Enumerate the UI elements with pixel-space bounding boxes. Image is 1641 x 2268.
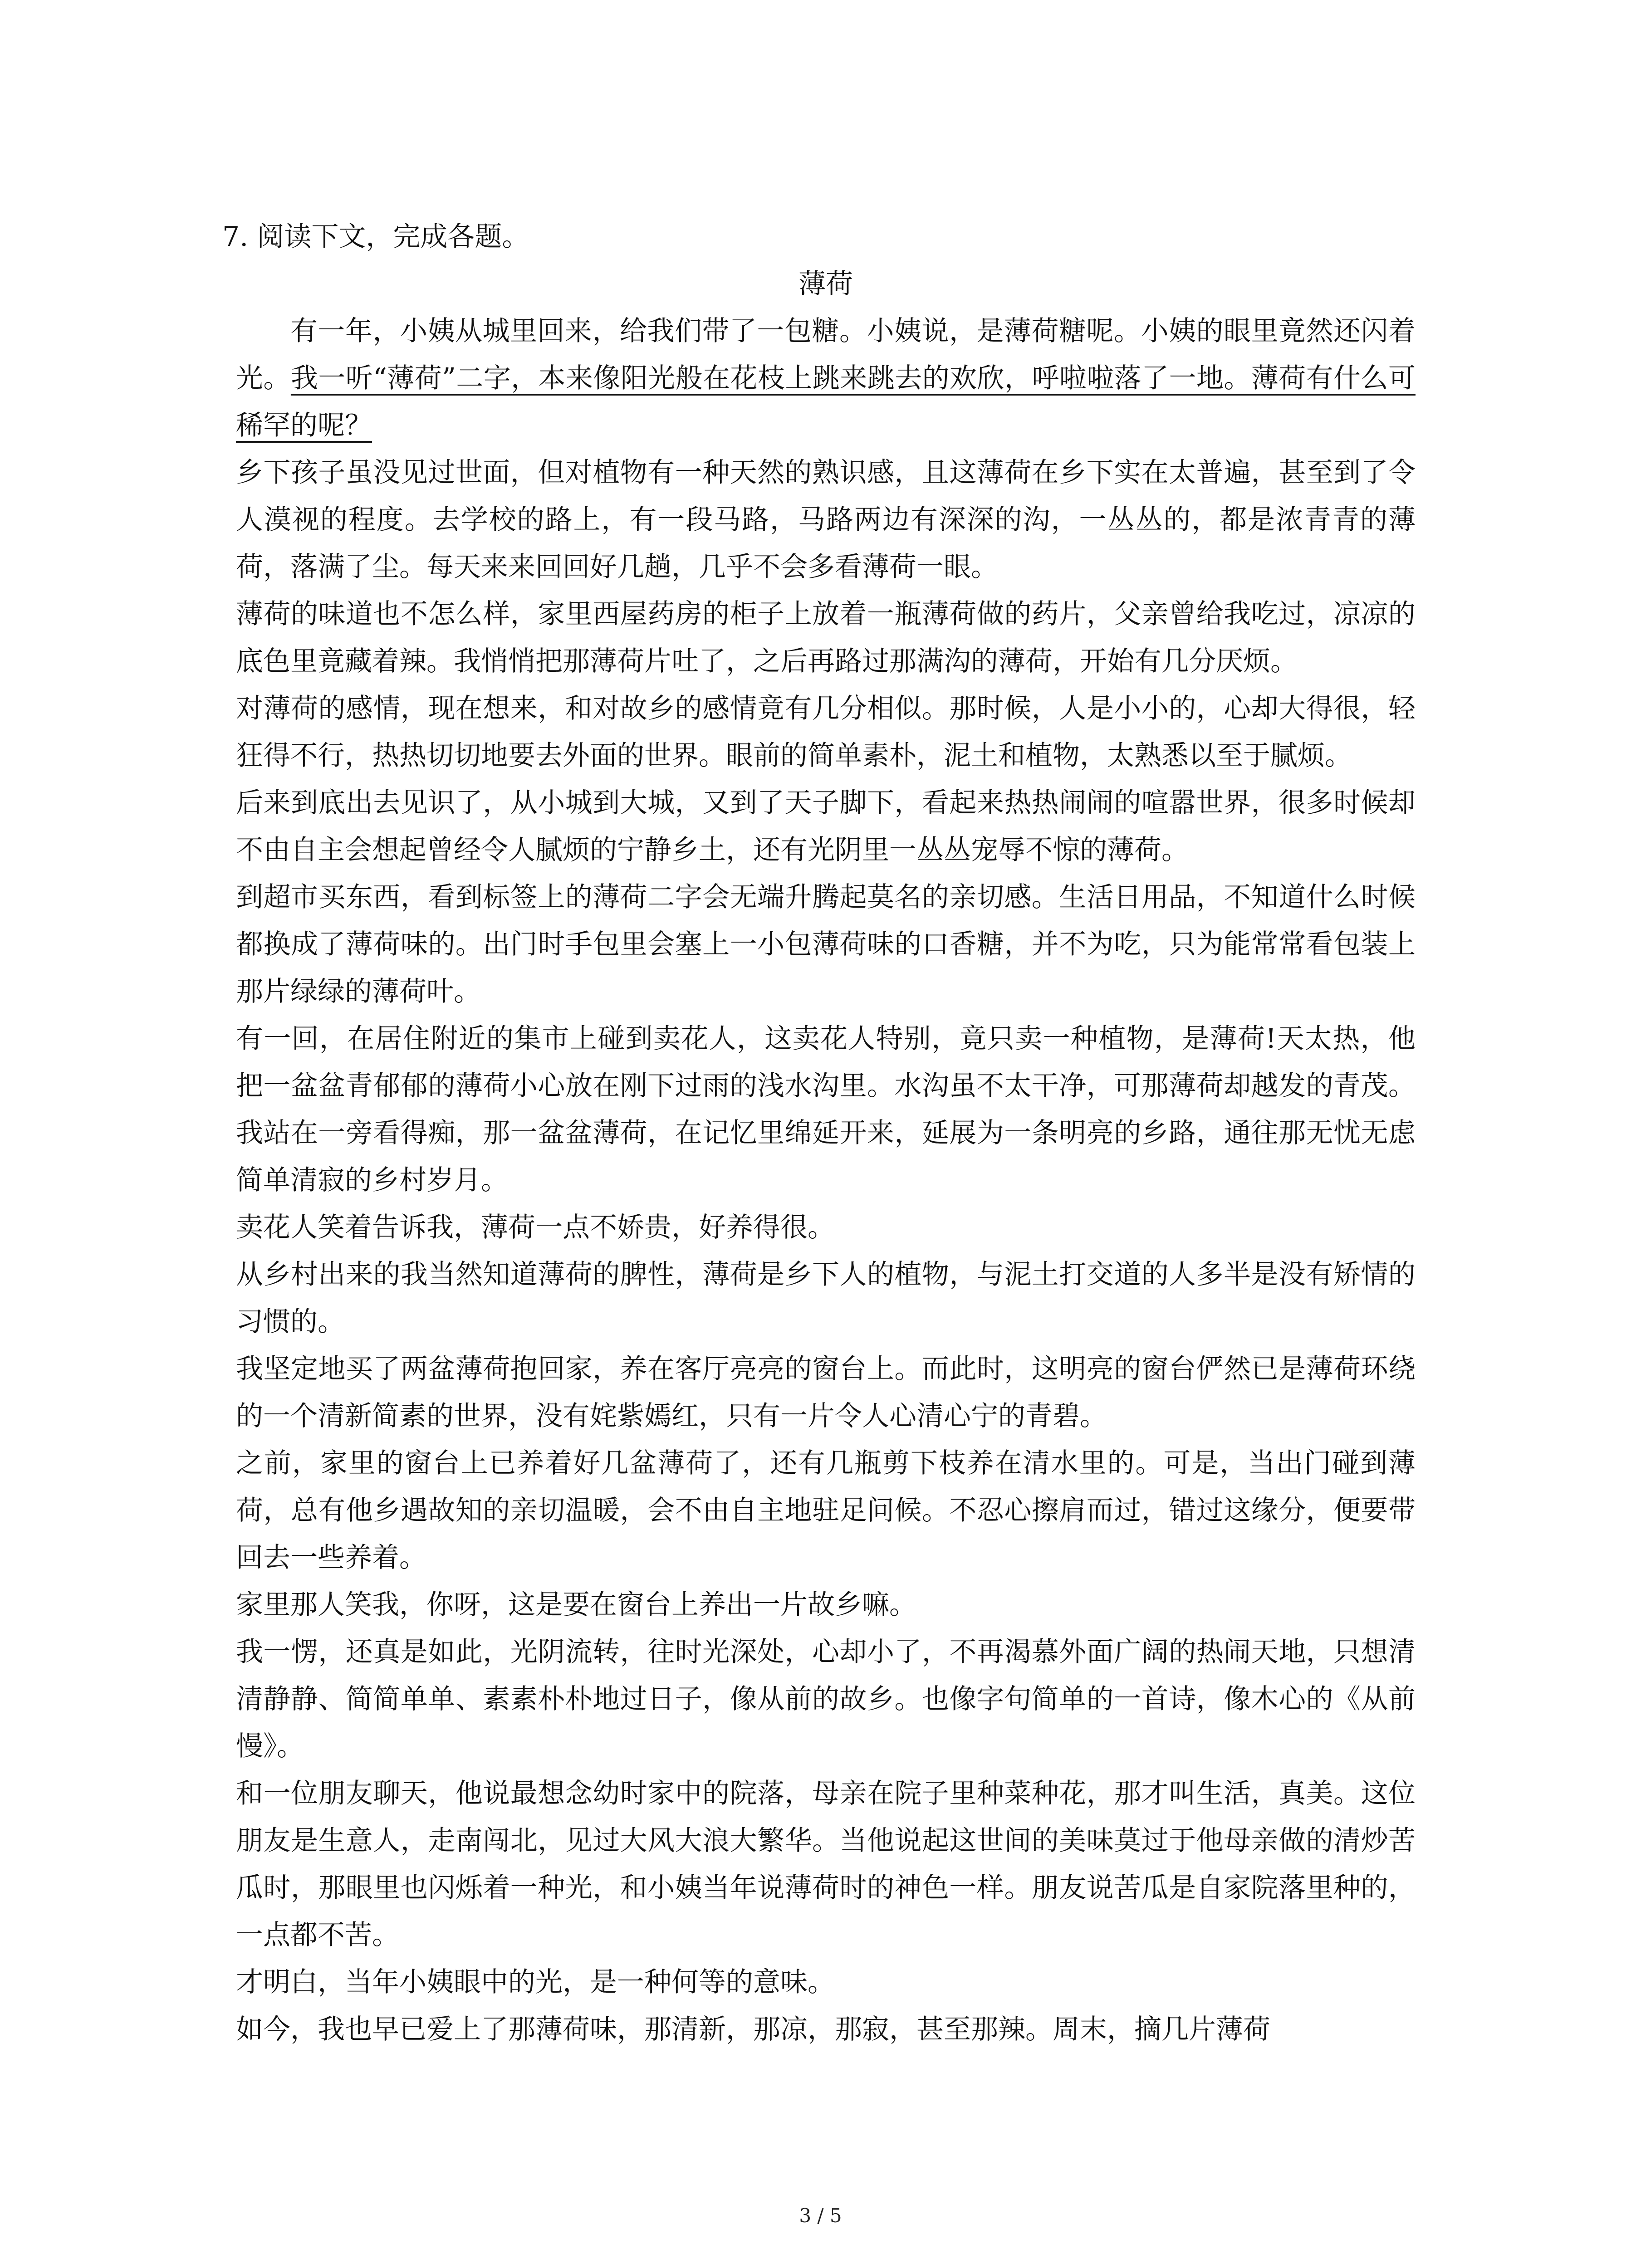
page-content: [222, 213, 1416, 2053]
article-paragraph-15: 才明白，当年小姨眼中的光，是一种何等的意味。: [236, 1966, 835, 1998]
article-paragraph-4: 对薄荷的感情，现在想来，和对故乡的感情竟有几分相似。那时候，人是小小的，心却大得很，轻狂得不行，热热切切地要去外面的世界。眼前的简单素朴，泥土和植物，太熟悉以至于腻烦。: [236, 693, 1416, 772]
underlined-sentence: 我一听“薄荷”二字，本来像阳光般在花枝上跳来跳去的欢欣，呼啦啦落了一地。薄荷有什么可稀罕的呢？: [236, 362, 1416, 441]
article-paragraph-5: 后来到底出去见识了，从小城到大城，又到了天子脚下，看起来热热闹闹的喧嚣世界，很多时候却不由自主会想起曾经令人腻烦的宁静乡土，还有光阴里一丛丛宠辱不惊的薄荷。: [236, 787, 1416, 866]
article-paragraph-11: 之前，家里的窗台上已养着好几盆薄荷了，还有几瓶剪下枝养在清水里的。可是，当出门碰到薄荷，总有他乡遇故知的亲切温暖，会不由自主地驻足问候。不忍心擦肩而过，错过这缘分，便要带回去一些养着。: [236, 1447, 1416, 1574]
article-paragraph-16: 如今，我也早已爱上了那薄荷味，那清新，那凉，那寂，甚至那辣。周末，摘几片薄荷: [236, 2014, 1270, 2045]
article-paragraph-12: 家里那人笑我，你呀，这是要在窗台上养出一片故乡嘛。: [236, 1589, 916, 1621]
article-paragraph-1: [236, 308, 1416, 449]
article-paragraph-10: 我坚定地买了两盆薄荷抱回家，养在客厅亮亮的窗台上。而此时，这明亮的窗台俨然已是薄荷环绕的一个清新简素的世界，没有姹紫嫣红，只有一片令人心清心宁的青碧。: [236, 1353, 1416, 1432]
article-title: 薄荷: [798, 268, 853, 300]
article-paragraph-9: 从乡村出来的我当然知道薄荷的脾性，薄荷是乡下人的植物，与泥土打交道的人多半是没有矫情的习惯的。: [236, 1259, 1416, 1338]
article-paragraph-13: 我一愣，还真是如此，光阴流转，往时光深处，心却小了，不再渴慕外面广阔的热闹天地，只想清清静静、简简单单、素素朴朴地过日子，像从前的故乡。也像字句简单的一首诗，像木心的《从前慢》。: [236, 1636, 1416, 1762]
paragraph-1-lead: 有一年，小姨从城里回来，给我们带了一包糖。小姨说，是薄荷糖呢。小姨的眼里竟然还闪着光。: [236, 315, 1416, 394]
article-paragraph-6: 到超市买东西，看到标签上的薄荷二字会无端升腾起莫名的亲切感。生活日用品，不知道什么时候都换成了薄荷味的。出门时手包里会塞上一小包薄荷味的口香糖，并不为吃，只为能常常看包装上那片绿绿的薄荷叶。: [236, 881, 1416, 1007]
question-heading: 7. 阅读下文，完成各题。: [222, 221, 529, 253]
article-paragraph-8: 卖花人笑着告诉我，薄荷一点不娇贵，好养得很。: [236, 1212, 835, 1243]
article-paragraph-3: 薄荷的味道也不怎么样，家里西屋药房的柜子上放着一瓶薄荷做的药片，父亲曾给我吃过，凉凉的底色里竟藏着辣。我悄悄把那薄荷片吐了，之后再路过那满沟的薄荷，开始有几分厌烦。: [236, 598, 1416, 677]
article-paragraph-14: 和一位朋友聊天，他说最想念幼时家中的院落，母亲在院子里种菜种花，那才叫生活，真美。这位朋友是生意人，走南闯北，见过大风大浪大繁华。当他说起这世间的美味莫过于他母亲做的清炒苦瓜时，那眼里也闪烁着一种光，和小姨当年说薄荷时的神色一样。朋友说苦瓜是自家院落里种的，一点都不苦。: [236, 1778, 1416, 1951]
page-number: 3 / 5: [799, 2204, 842, 2227]
article-paragraph-2: 乡下孩子虽没见过世面，但对植物有一种天然的熟识感，且这薄荷在乡下实在太普遍，甚至到了令人漠视的程度。去学校的路上，有一段马路，马路两边有深深的沟，一丛丛的，都是浓青青的薄荷，落满了尘。每天来来回回好几趟，几乎不会多看薄荷一眼。: [236, 457, 1416, 583]
article-paragraph-7: 有一回，在居住附近的集市上碰到卖花人，这卖花人特别，竟只卖一种植物，是薄荷!天太热，他把一盆盆青郁郁的薄荷小心放在刚下过雨的浅水沟里。水沟虽不太干净，可那薄荷却越发的青茂。我站在一旁看得痴，那一盆盆薄荷，在记忆里绵延开来，延展为一条明亮的乡路，通往那无忧无虑简单清寂的乡村岁月。: [236, 1023, 1416, 1196]
